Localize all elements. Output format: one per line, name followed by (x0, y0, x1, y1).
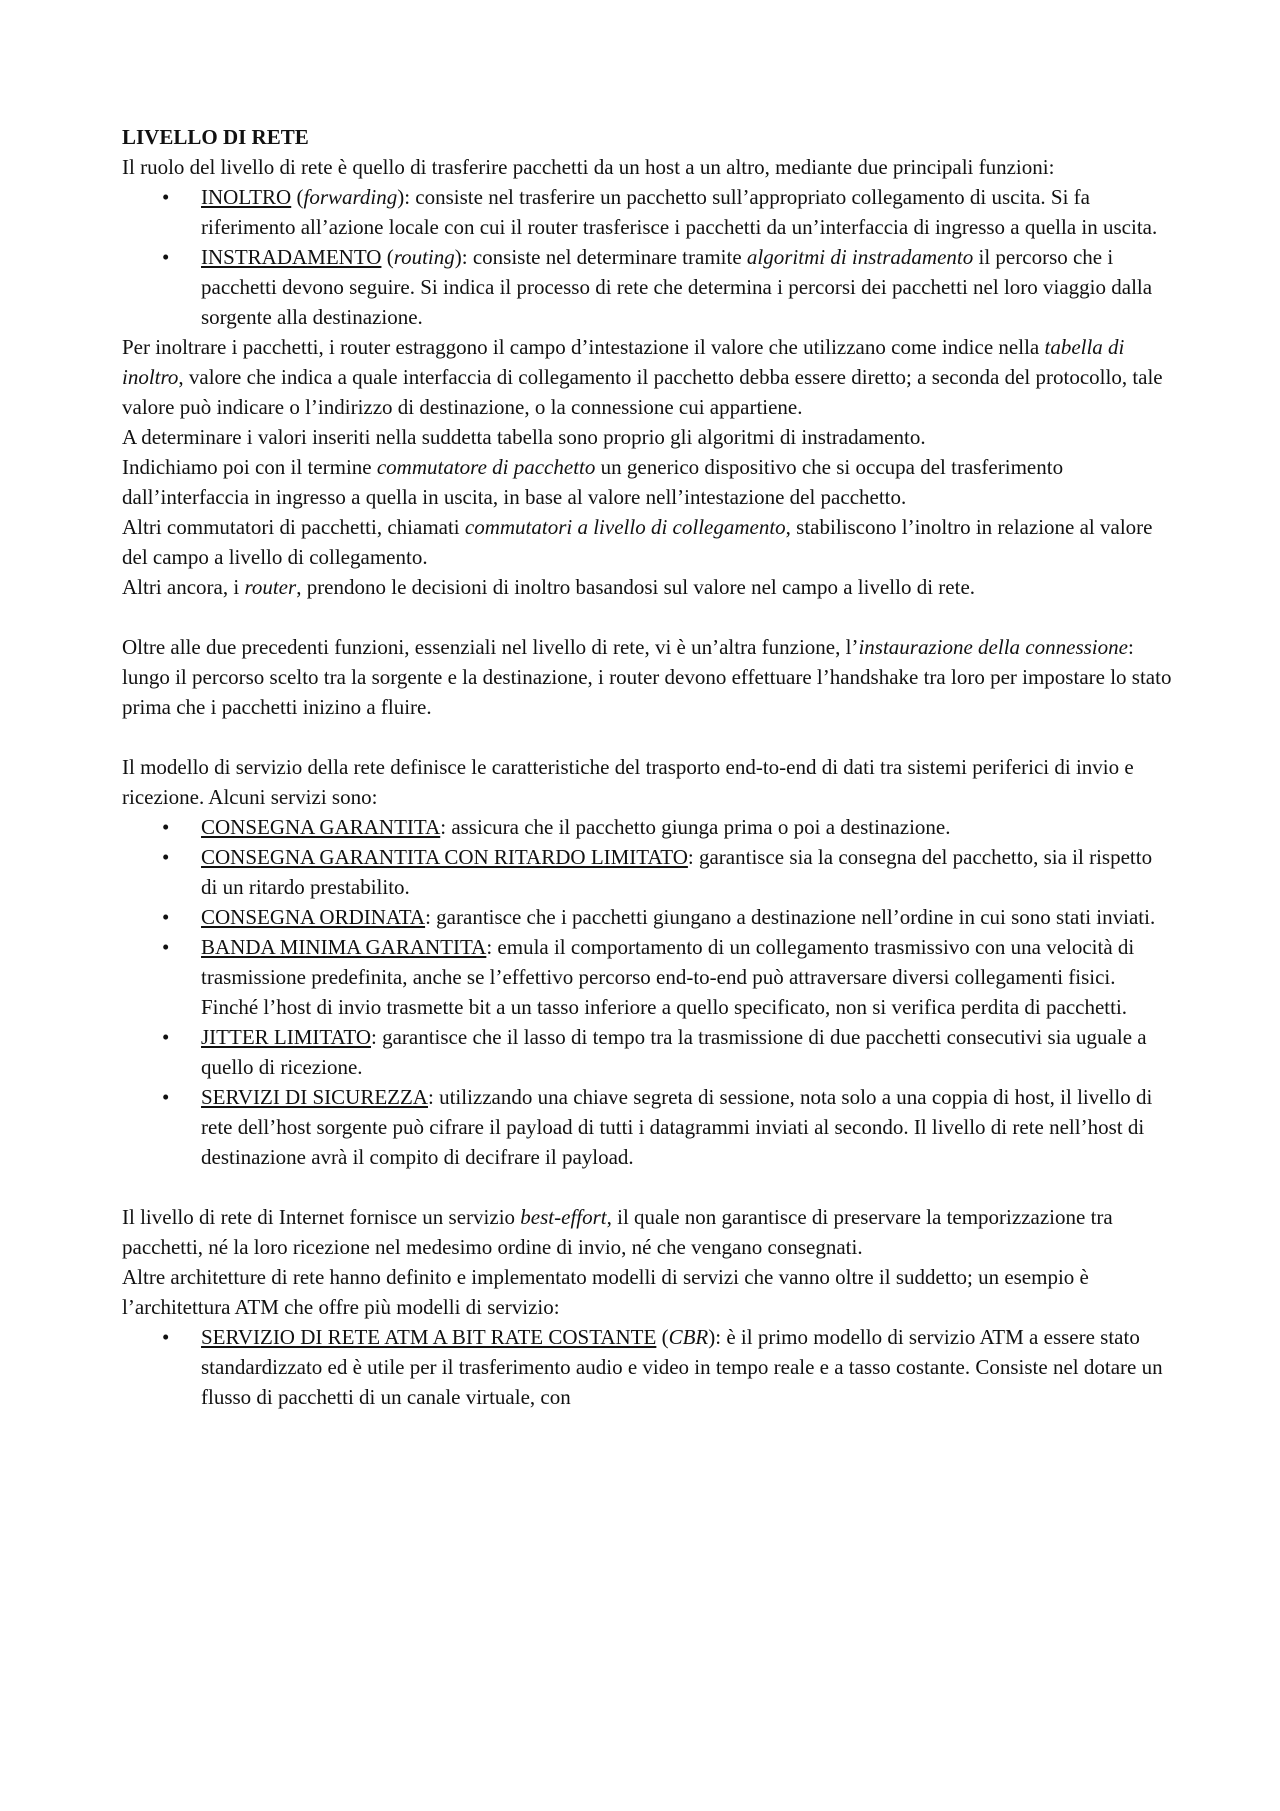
list-item-service: • CONSEGNA ORDINATA: garantisce che i pacchetti giungano a destinazione nell’ordine in cui sono stati inviati. (122, 902, 1172, 932)
services-list (122, 812, 1172, 1172)
paragraph-algoritmi: A determinare i valori inseriti nella suddetta tabella sono proprio gli algoritmi di instradamento. (122, 425, 926, 449)
list-item-service: • CONSEGNA GARANTITA CON RITARDO LIMITATO: garantisce sia la consegna del pacchetto, sia il rispetto di un ritardo prestabilito. (122, 842, 1172, 902)
paragraph-tabella-inoltro: Per inoltrare i pacchetti, i router estraggono il campo d’intestazione il valore che utilizzano come indice nella tabella di inoltro, valore che indica a quale interfaccia di collegamento il pacchetto debba essere diretto; a seconda del protocollo, tale valore può indicare o l’indirizzo di destinazione, o la connessione cui appartiene. (122, 335, 1163, 419)
paragraph-modello-servizio: Il modello di servizio della rete definisce le caratteristiche del trasporto end-to-end di dati tra sistemi periferici di invio e ricezione. Alcuni servizi sono: (122, 755, 1134, 809)
term-instradamento: INSTRADAMENTO (201, 245, 382, 269)
paragraph-atm-intro: Altre architetture di rete hanno definito e implementato modelli di servizi che vanno oltre il suddetto; un esempio è l’architettura ATM che offre più modelli di servizio: (122, 1265, 1089, 1319)
term-inoltro: INOLTRO (201, 185, 292, 209)
list-item-service: • SERVIZI DI SICUREZZA: utilizzando una chiave segreta di sessione, nota solo a una coppia di host, il livello di rete dell’host sorgente può cifrare il payload di tutti i datagrammi inviati al secondo. Il livello di rete nell’host di destinazione avrà il compito di decifrare il payload. (122, 1082, 1172, 1172)
paragraph-router: Altri ancora, i router, prendono le decisioni di inoltro basandosi sul valore nel campo a livello di rete. (122, 575, 976, 599)
list-item-service: • BANDA MINIMA GARANTITA: emula il comportamento di un collegamento trasmissivo con una velocità di trasmissione predefinita, anche se l’effettivo percorso end-to-end può attraversare diversi collegamenti fisici. Finché l’host di invio trasmette bit a un tasso inferiore a quello specificato, non si verifica perdita di pacchetti. (122, 932, 1172, 1022)
paragraph-best-effort: Il livello di rete di Internet fornisce un servizio best-effort, il quale non garantisce di preservare la temporizzazione tra pacchetti, né la loro ricezione nel medesimo ordine di invio, né che vengano consegnati. (122, 1205, 1113, 1259)
paragraph-connessione: Oltre alle due precedenti funzioni, essenziali nel livello di rete, vi è un’altra funzione, l’instaurazione della connessione: lungo il percorso scelto tra la sorgente e la destinazione, i router devono effettuare l’handshake tra loro per impostare lo stato prima che i pacchetti inizino a fluire. (122, 635, 1172, 719)
list-item-service: • CONSEGNA GARANTITA: assicura che il pacchetto giunga prima o poi a destinazione. (122, 812, 1172, 842)
spacer (122, 1172, 1172, 1202)
list-item-inoltro: • INOLTRO (forwarding): consiste nel trasferire un pacchetto sull’appropriato collegamento di uscita. Si fa riferimento all’azione locale con cui il router trasferisce i pacchetti da un’interfaccia di ingresso a quella in uscita. (122, 182, 1172, 242)
paragraph-commutatori-collegamento: Altri commutatori di pacchetti, chiamati commutatori a livello di collegamento, stabiliscono l’inoltro in relazione al valore del campo a livello di collegamento. (122, 515, 1153, 569)
spacer (122, 722, 1172, 752)
list-item-service: • JITTER LIMITATO: garantisce che il lasso di tempo tra la trasmissione di due pacchetti consecutivi sia uguale a quello di ricezione. (122, 1022, 1172, 1082)
list-item-atm-cbr: • SERVIZIO DI RETE ATM A BIT RATE COSTANTE (CBR): è il primo modello di servizio ATM a essere stato standardizzato ed è utile per il trasferimento audio e video in tempo reale e a tasso costante. Consiste nel dotare un flusso di pacchetti di un canale virtuale, con (122, 1322, 1172, 1412)
functions-list (122, 182, 1172, 332)
page-title: LIVELLO DI RETE (122, 125, 309, 149)
intro-paragraph: Il ruolo del livello di rete è quello di trasferire pacchetti da un host a un altro, mediante due principali funzioni: (122, 155, 1055, 179)
atm-list (122, 1322, 1172, 1412)
list-item-instradamento: • INSTRADAMENTO (routing): consiste nel determinare tramite algoritmi di instradamento il percorso che i pacchetti devono seguire. Si indica il processo di rete che determina i percorsi dei pacchetti nel loro viaggio dalla sorgente alla destinazione. (122, 242, 1172, 332)
spacer (122, 602, 1172, 632)
paragraph-commutatore: Indichiamo poi con il termine commutatore di pacchetto un generico dispositivo che si occupa del trasferimento dall’interfaccia in ingresso a quella in uscita, in base al valore nell’intestazione del pacchetto. (122, 455, 1064, 509)
document-page (122, 122, 1172, 1412)
